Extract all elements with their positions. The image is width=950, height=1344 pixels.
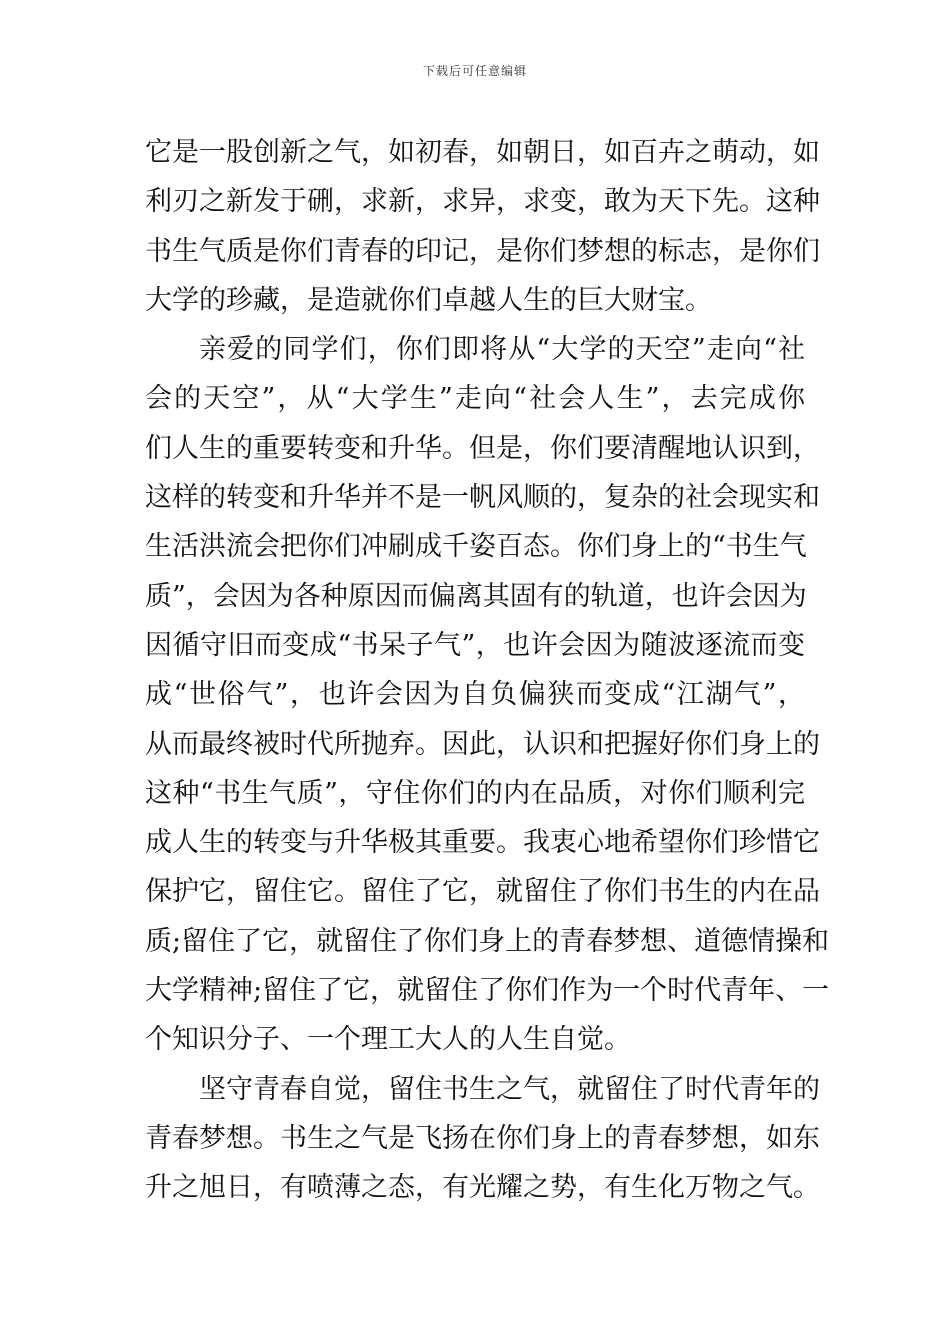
text-line: 个知识分子、一个理工大人的人生自觉。 — [145, 1024, 631, 1056]
text-line: 这样的转变和升华并不是一帆风顺的，复杂的社会现实和 — [145, 482, 820, 514]
text-line: 从而最终被时代所抛弃。因此，认识和把握好你们身上的 — [145, 728, 820, 760]
text-line: 坚守青春自觉，留住书生之气，就留住了时代青年的 — [199, 1073, 820, 1105]
text-line: 保护它，留住它。留住了它，就留住了你们书生的内在品 — [145, 876, 820, 908]
text-line: 青春梦想。书生之气是飞扬在你们身上的青春梦想，如东 — [145, 1122, 820, 1154]
paragraph — [145, 1065, 820, 1213]
text-line: 质”，会因为各种原因而偏离其固有的轨道，也许会因为 — [145, 580, 807, 612]
page-header: 下载后可任意编辑 — [422, 64, 527, 78]
text-line: 们人生的重要转变和升华。但是，你们要清醒地认识到， — [145, 432, 820, 464]
text-line: 会的天空”，从“大学生”走向“社会人生”，去完成你 — [145, 383, 805, 415]
text-line: 升之旭日，有喷薄之态，有光耀之势，有生化万物之气。 — [145, 1172, 820, 1204]
text-line: 质;留住了它，就留住了你们身上的青春梦想、道德情操和 — [145, 925, 830, 957]
text-line: 书生气质是你们青春的印记，是你们梦想的标志，是你们 — [145, 235, 820, 267]
text-line: 因循守旧而变成“书呆子气”，也许会因为随波逐流而变 — [145, 629, 805, 661]
text-line: 生活洪流会把你们冲刷成千姿百态。你们身上的“书生气 — [145, 531, 807, 563]
text-line: 这种“书生气质”，守住你们的内在品质，对你们顺利完 — [145, 777, 805, 809]
text-line: 它是一股创新之气，如初春，如朝日，如百卉之萌动，如 — [145, 137, 820, 168]
paragraph — [145, 128, 820, 325]
text-line: 大学的珍藏，是造就你们卓越人生的巨大财宝。 — [145, 284, 712, 316]
document-body — [145, 128, 830, 1213]
text-line: 成人生的转变与升华极其重要。我衷心地希望你们珍惜它 — [145, 827, 820, 859]
paragraph — [145, 325, 830, 1064]
text-line: 亲爱的同学们，你们即将从“大学的天空”走向“社 — [199, 334, 805, 366]
text-line: 成“世俗气”，也许会因为自负偏狭而变成“江湖气”， — [145, 679, 805, 711]
text-line: 大学精神;留住了它，就留住了你们作为一个时代青年、一 — [145, 975, 830, 1007]
text-line: 利刃之新发于硎，求新，求异，求变，敢为天下先。这种 — [145, 186, 820, 218]
